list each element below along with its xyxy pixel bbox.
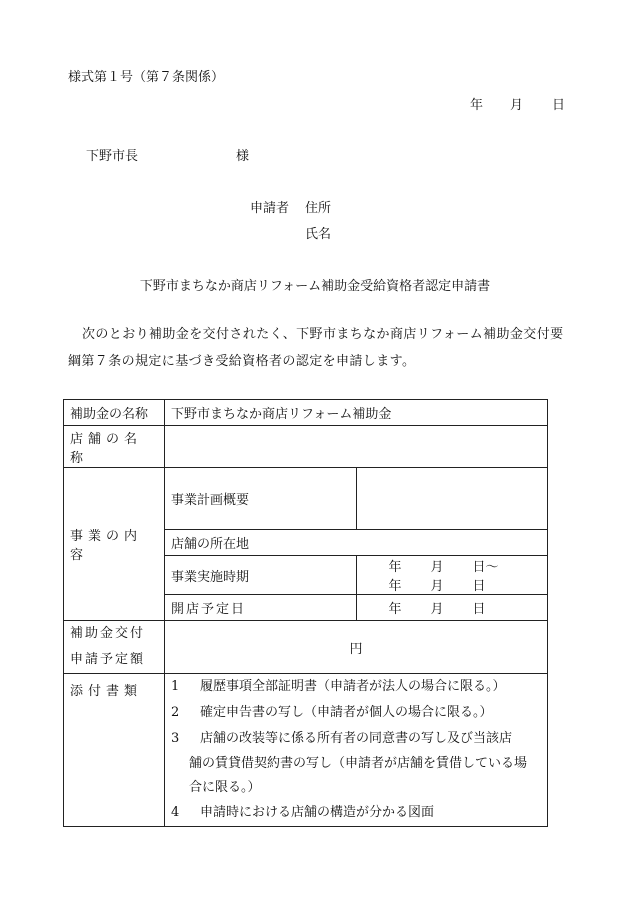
amount-label: 補助金交付 申請予定額: [64, 621, 165, 674]
date-day: 日: [552, 98, 566, 113]
subsidy-name-label: 補助金の名称: [64, 400, 165, 426]
document-title: 下野市まちなか商店リフォーム補助金受給資格者認定申請書: [139, 279, 491, 294]
applicant-label: 申請者: [250, 201, 290, 216]
period-label: 事業実施時期: [165, 556, 357, 595]
opening-date-label: 開店予定日: [165, 595, 357, 621]
amount-field[interactable]: 円: [165, 621, 548, 674]
form-number: 様式第１号（第７条関係）: [68, 70, 225, 85]
subsidy-name-value: 下野市まちなか商店リフォーム補助金: [165, 400, 548, 426]
date-month: 月: [510, 98, 524, 113]
attachments-list: [165, 674, 548, 827]
applicant-name-label: 氏名: [305, 227, 332, 242]
store-name-field[interactable]: [165, 426, 548, 468]
opening-date-field[interactable]: 年 月 日: [356, 595, 548, 621]
attachment-item: 3 店舗の改装等に係る所有者の同意書の写し及び当該店 舗の賃貸借契約書の写し（申請者が店舗を賃借している場 合に限る。）: [171, 731, 528, 795]
application-table: [63, 399, 548, 827]
store-name-label: 店舗の名称: [64, 426, 165, 468]
addressee: 下野市長: [86, 149, 139, 164]
applicant-address-label: 住所: [305, 201, 332, 216]
addressee-suffix: 様: [236, 149, 250, 164]
date-year: 年: [470, 98, 484, 113]
attachment-item: 1 履歴事項全部証明書（申請者が法人の場合に限る。）: [171, 679, 506, 694]
plan-summary-field[interactable]: [356, 468, 548, 530]
business-content-label: 事業の内容: [64, 468, 165, 621]
attachments-label: 添付書類: [64, 674, 165, 827]
body-text: 次のとおり補助金を交付されたく、下野市まちなか商店リフォーム補助金交付要綱第７条の規定に基づき受給資格者の認定を申請します。: [68, 327, 564, 369]
store-location-label: 店舗の所在地: [165, 530, 548, 556]
attachment-item: 2 確定申告書の写し（申請者が個人の場合に限る。）: [171, 705, 493, 720]
plan-summary-label: 事業計画概要: [165, 468, 357, 530]
attachment-item: 4 申請時における店舗の構造が分かる図面: [171, 805, 435, 820]
period-field[interactable]: 年 月 日〜年 月 日: [356, 556, 548, 595]
date-line: [470, 94, 565, 113]
